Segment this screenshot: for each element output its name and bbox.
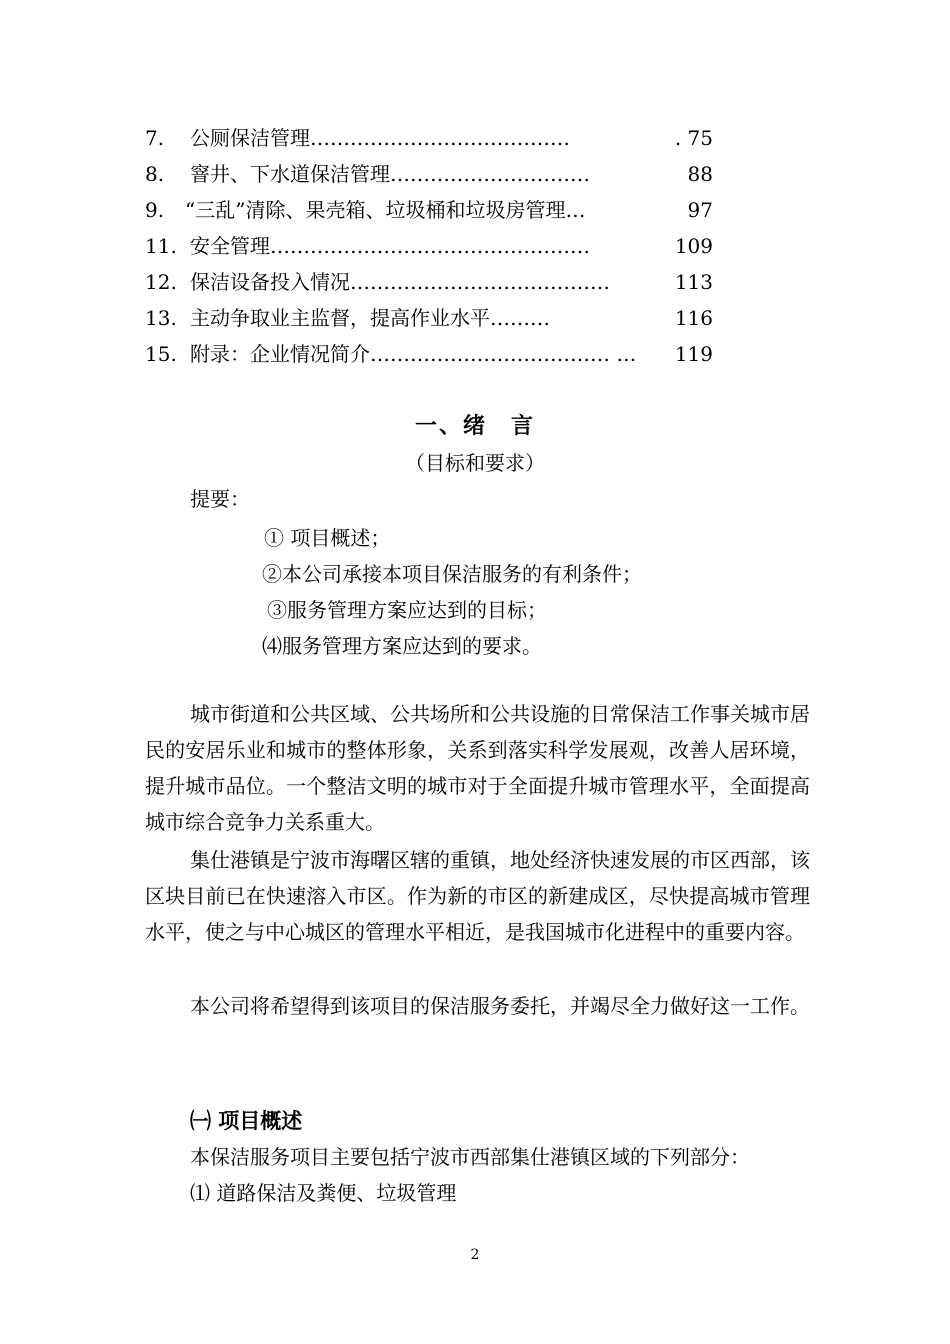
subsection-heading: ㈠ 项目概述 [190,1108,303,1133]
summary-list [262,520,642,664]
section-subtitle: （目标和要求） [405,451,545,475]
toc-entry-page: 97 [687,198,713,222]
toc-entry-page: . 75 [674,126,713,150]
toc-entry-number: 15. [145,342,177,366]
toc-entry-title: 主动争取业主监督，提高作业水平……… [190,306,550,330]
summary-item: ②本公司承接本项目保洁服务的有利条件； [262,562,642,586]
toc-entry [145,156,725,192]
body-paragraph: 城市街道和公共区域、公共场所和公共设施的日常保洁工作事关城市居民的安居乐业和城市的整体形象，关系到落实科学发展观，改善人居环境，提升城市品位。一个整洁文明的城市对于全面提升城市管理水平，全面提高城市综合竞争力关系重大。 [145,702,810,834]
toc-entry-page: 88 [687,162,713,186]
page-number: 2 [470,1247,480,1263]
table-of-contents [145,120,725,372]
subsection-intro: 本保洁服务项目主要包括宁波市西部集仕港镇区域的下列部分： [190,1145,750,1169]
toc-entry-page: 116 [674,306,713,330]
toc-entry [145,300,725,336]
subsection-list-item: ⑴ 道路保洁及粪便、垃圾管理 [190,1181,457,1205]
summary-item: ③服务管理方案应达到的目标； [267,598,547,622]
toc-entry-title: “三乱”清除、果壳箱、垃圾桶和垃圾房管理… [185,198,586,222]
summary-label: 提要： [190,487,250,511]
section-heading: 一、绪 言 [414,413,535,439]
toc-entry-number: 13. [145,306,177,330]
toc-entry-number: 9. [145,198,165,222]
toc-entry-number: 7. [145,126,165,150]
toc-entry-page: 109 [674,234,713,258]
toc-entry-number: 11. [145,234,177,258]
toc-entry-title: 附录：企业情况简介……………………………… … [190,342,637,366]
toc-entry-title: 安全管理………………………………………… [190,234,590,258]
toc-entry-page: 119 [674,342,713,366]
toc-entry-title: 窨井、下水道保洁管理………………………… [190,162,590,186]
toc-entry [145,192,725,228]
toc-entry [145,228,725,264]
toc-entry-page: 113 [674,270,713,294]
toc-entry [145,336,725,372]
summary-item: ① 项目概述； [264,526,391,550]
toc-entry [145,264,725,300]
summary-item: ⑷服务管理方案应达到的要求。 [262,634,542,658]
toc-entry-number: 12. [145,270,177,294]
body-paragraph: 集仕港镇是宁波市海曙区辖的重镇，地处经济快速发展的市区西部，该区块目前已在快速溶入市区。作为新的市区的新建成区，尽快提高城市管理水平，使之与中心城区的管理水平相近，是我国城市化进程中的重要内容。 [145,848,810,944]
body-paragraph: 本公司将希望得到该项目的保洁服务委托，并竭尽全力做好这一工作。 [190,994,810,1018]
toc-entry-number: 8. [145,162,165,186]
toc-entry-title: 公厕保洁管理………………………………… [190,126,570,150]
toc-entry-title: 保洁设备投入情况………………………………… [190,270,610,294]
toc-entry [145,120,725,156]
